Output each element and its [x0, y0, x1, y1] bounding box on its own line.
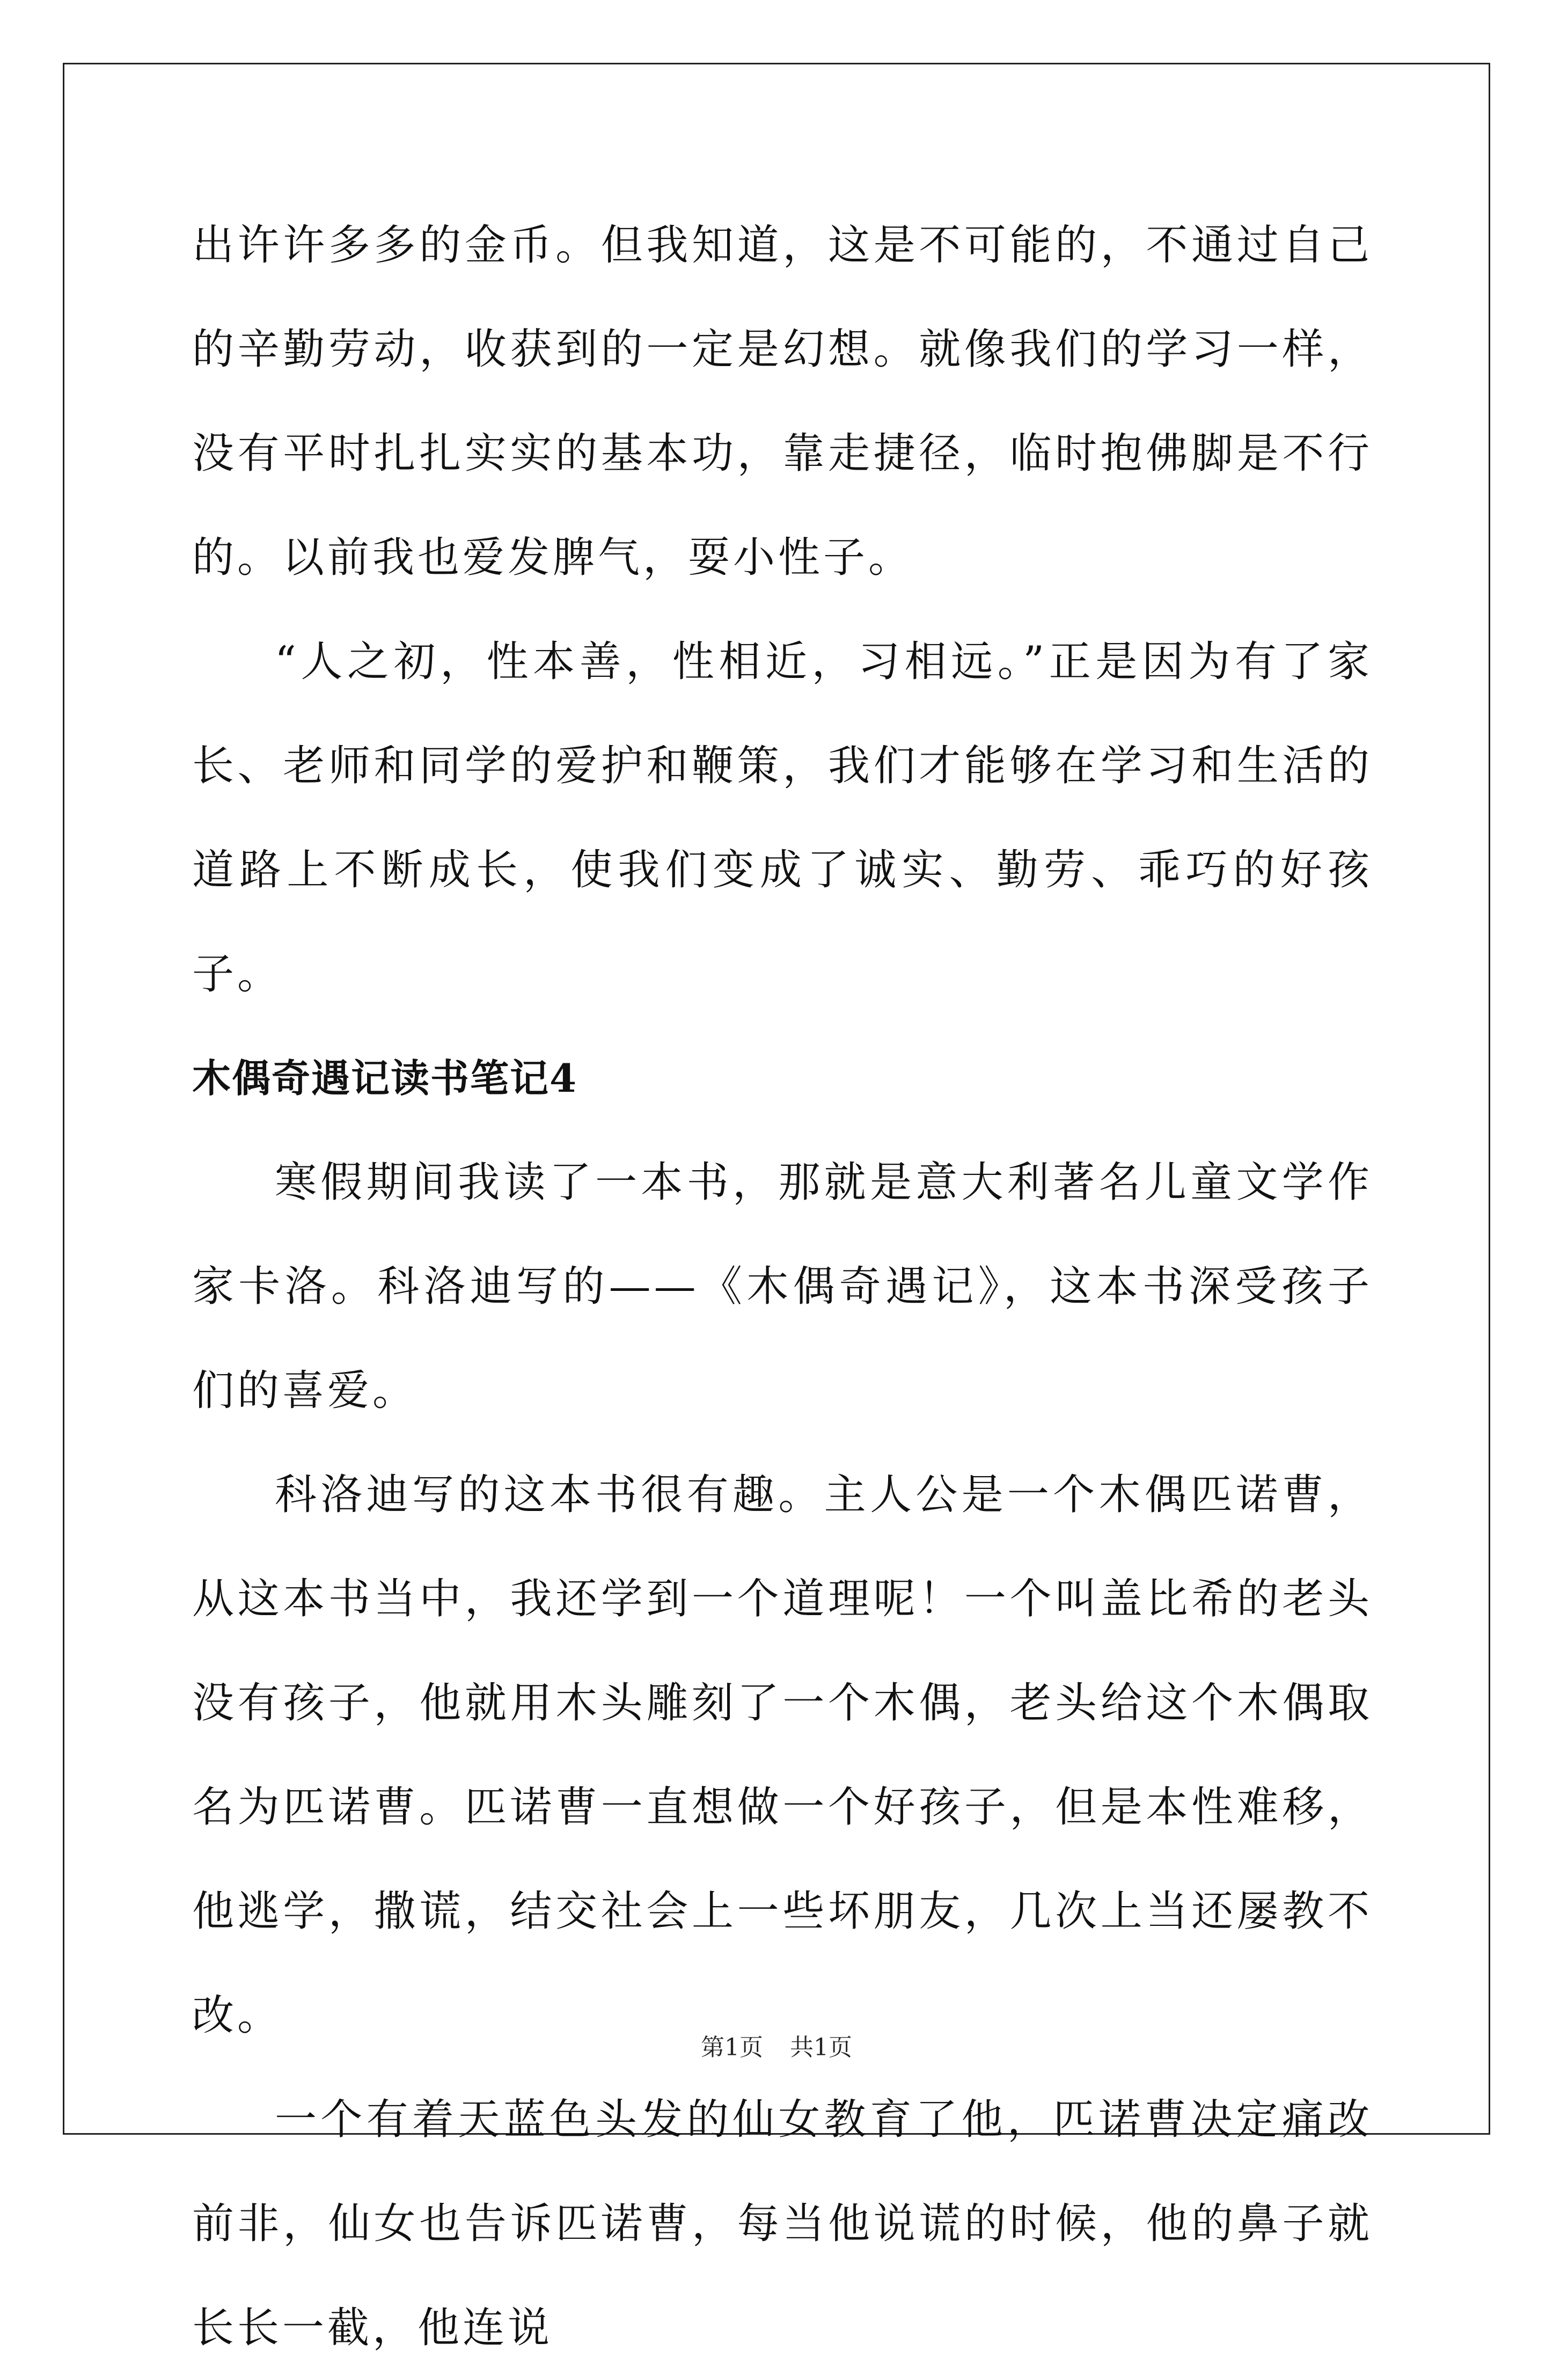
paragraph-intro: 寒假期间我读了一本书，那就是意大利著名儿童文学作家卡洛。科洛迪写的——《木偶奇遇记》，这本书深受孩子们的喜爱。: [192, 1158, 1373, 1415]
paragraph-fairy: 一个有着天蓝色头发的仙女教育了他，匹诺曹决定痛改前非，仙女也告诉匹诺曹，每当他说谎的时候，他的鼻子就长长一截，他连说: [192, 2096, 1373, 2352]
page-footer: [0, 2032, 1553, 2064]
page-number: 第1页: [701, 2034, 763, 2061]
paragraph-story: 科洛迪写的这本书很有趣。主人公是一个木偶匹诺曹，从这本书当中，我还学到一个道理呢！一个叫盖比希的老头没有孩子，他就用木头雕刻了一个木偶，老头给这个木偶取名为匹诺曹。匹诺曹一直想做一个好孩子，但是本性难移，他逃学，撒谎，结交社会上一些坏朋友，几次上当还屡教不改。: [192, 1471, 1373, 2040]
section-heading: 木偶奇遇记读书笔记4: [192, 1055, 578, 1101]
paragraph-quote: “人之初，性本善，性相近，习相远。”正是因为有了家长、老师和同学的爱护和鞭策，我们才能够在学习和生活的道路上不断成长，使我们变成了诚实、勤劳、乖巧的好孩子。: [192, 638, 1373, 998]
paragraph-continuation: 出许许多多的金币。但我知道，这是不可能的，不通过自己的辛勤劳动，收获到的一定是幻想。就像我们的学习一样，没有平时扎扎实实的基本功，靠走捷径，临时抱佛脚是不行的。以前我也爱发脾气，耍小性子。: [192, 221, 1373, 582]
page-total: 共1页: [790, 2034, 852, 2061]
